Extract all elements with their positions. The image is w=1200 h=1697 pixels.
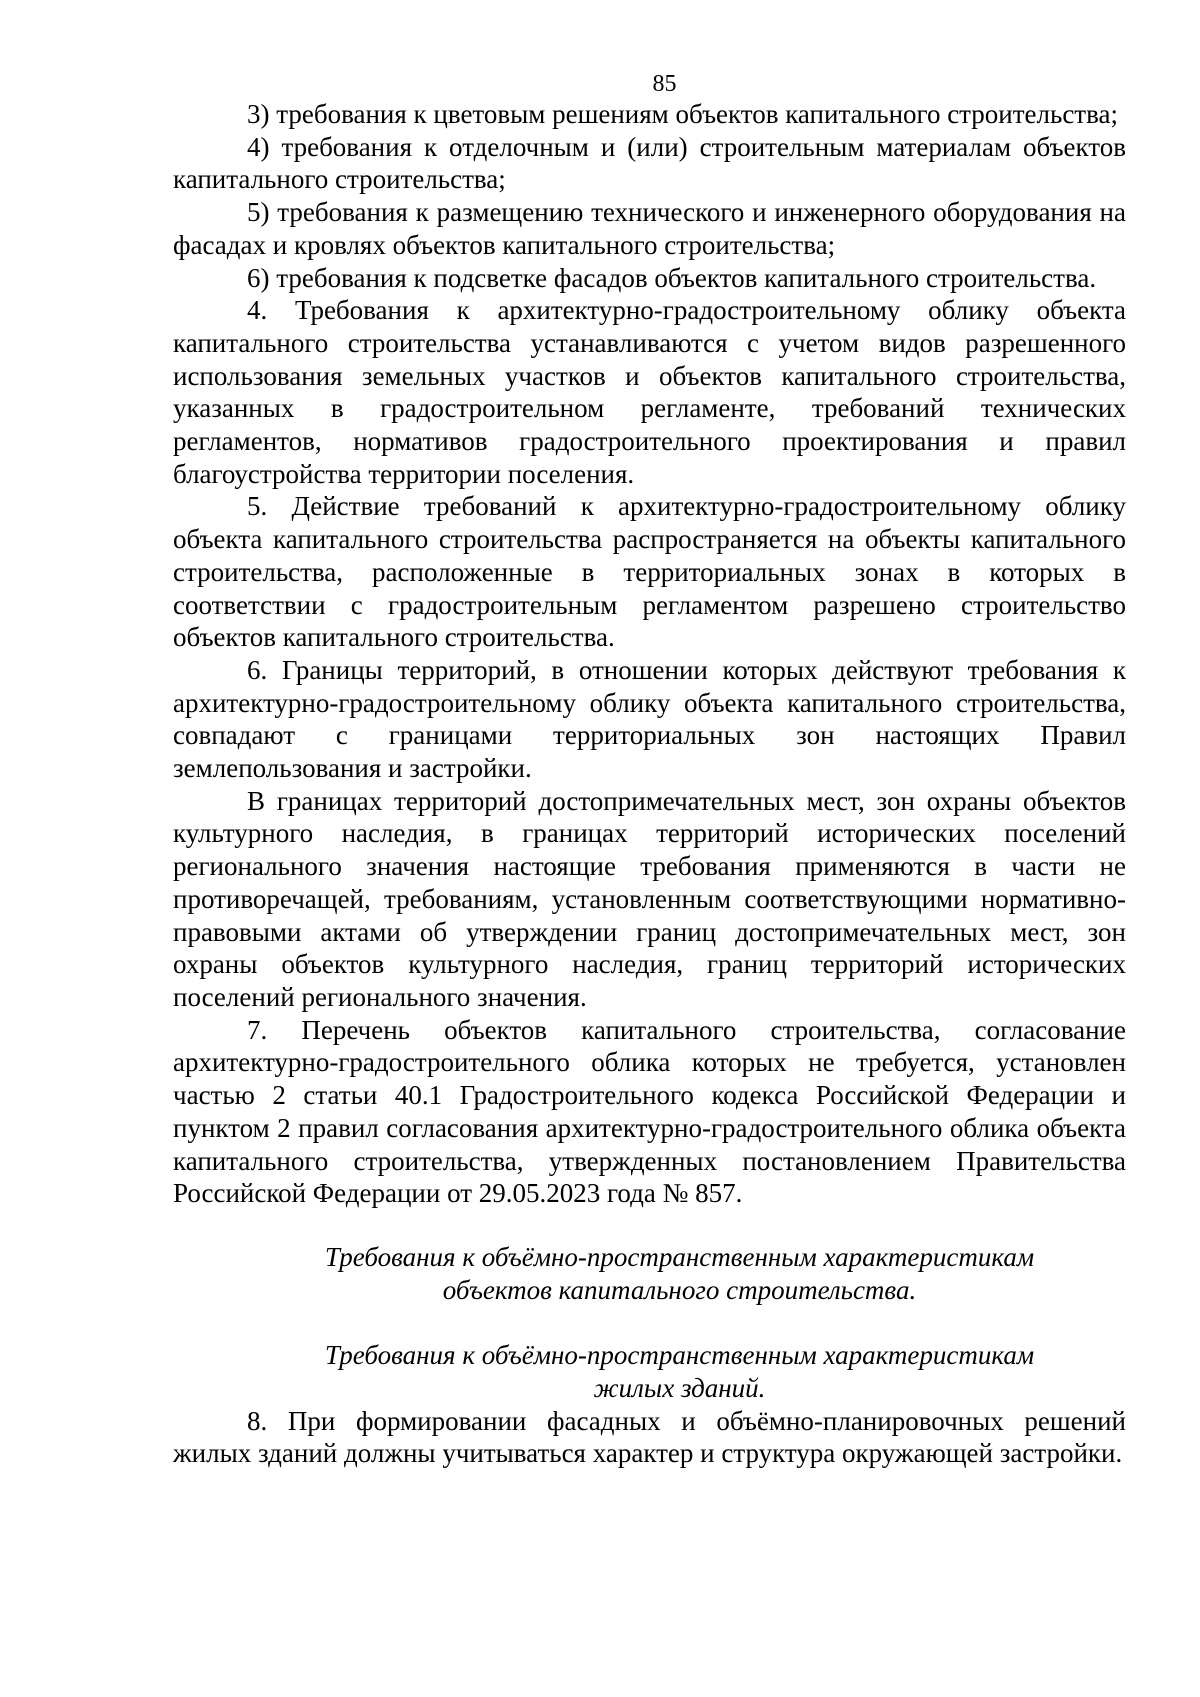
- section-heading-residential-line1: Требования к объёмно-пространственным характеристикам: [324, 1340, 1035, 1371]
- document-page: [173, 70, 1126, 1470]
- paragraph-heritage-zones: В границах территорий достопримечательных мест, зон охраны объектов культурного наследия, в границах территорий исторических поселений регионального значения настоящие требования применяются в части не противоречащей, требованиям, установленным соответствующими нормативно-правовыми актами об утверждении границ достопримечательных мест, зон охраны объектов культурного наследия, границ территорий исторических поселений регионального значения.: [173, 785, 1126, 1012]
- section-heading-residential: [173, 1339, 1126, 1404]
- page-number: 85: [652, 71, 677, 97]
- section-heading-residential-line2: жилых зданий.: [593, 1373, 766, 1404]
- paragraph-section-7: 7. Перечень объектов капитального строительства, согласование архитектурно-градостроительного облика которых не требуется, установлен частью 2 статьи 40.1 Градостроительного кодекса Российской Федерации и пунктом 2 правил согласования архитектурно-градостроительного облика объекта капитального строительства, утвержденных постановлением Правительства Российской Федерации от 29.05.2023 года № 857.: [173, 1014, 1126, 1209]
- section-heading-objects-line2: объектов капитального строительства.: [442, 1274, 917, 1305]
- paragraph-item-6: 6) требования к подсветке фасадов объектов капитального строительства.: [247, 262, 1097, 293]
- paragraph-section-6: 6. Границы территорий, в отношении которых действуют требования к архитектурно-градостроительному облику объекта капитального строительства, совпадают с границами территориальных зон настоящих Правил землепользования и застройки.: [173, 654, 1126, 784]
- section-heading-objects-line1: Требования к объёмно-пространственным характеристикам: [324, 1241, 1035, 1272]
- paragraph-section-4: 4. Требования к архитектурно-градостроительному облику объекта капитального строительства устанавливаются с учетом видов разрешенного использования земельных участков и объектов капитального строительства, указанных в градостроительном регламенте, требований технических регламентов, нормативов градостроительного проектирования и правил благоустройства территории поселения.: [173, 295, 1126, 489]
- section-heading-objects: [173, 1241, 1126, 1306]
- paragraph-item-4: 4) требования к отделочным и (или) строительным материалам объектов капитального строительства;: [173, 131, 1126, 195]
- paragraph-item-3: 3) требования к цветовым решениям объектов капитального строительства;: [247, 99, 1118, 129]
- paragraph-section-8: 8. При формировании фасадных и объёмно-планировочных решений жилых зданий должны учитываться характер и структура окружающей застройки.: [173, 1405, 1126, 1469]
- paragraph-item-5: 5) требования к размещению технического и инженерного оборудования на фасадах и кровлях объектов капитального строительства;: [173, 197, 1126, 260]
- paragraph-section-5: 5. Действие требований к архитектурно-градостроительному облику объекта капитального строительства распространяется на объекты капитального строительства, расположенные в территориальных зонах в которых в соответствии с градостроительным регламентом разрешено строительство объектов капитального строительства.: [173, 491, 1126, 653]
